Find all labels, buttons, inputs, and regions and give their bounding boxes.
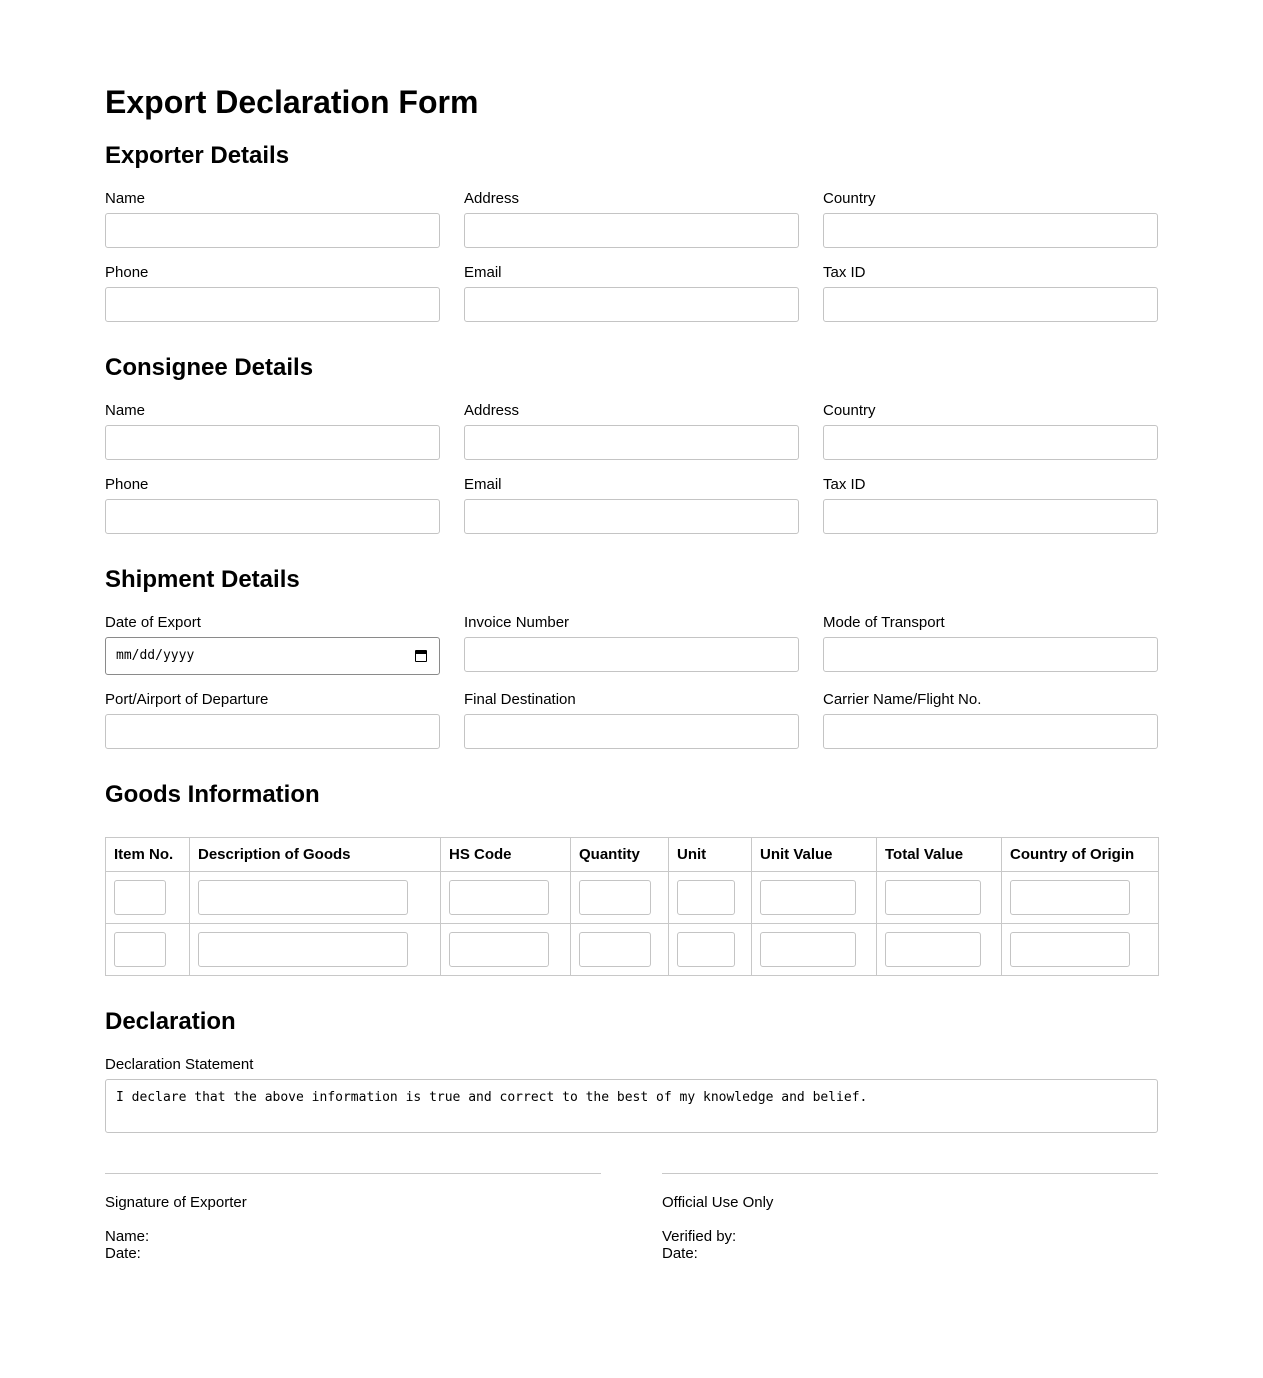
exporter-tax-id-field	[823, 264, 1158, 281]
page-title: Export Declaration Form	[105, 84, 479, 120]
total-value-input[interactable]	[885, 880, 981, 915]
table-cell	[190, 872, 441, 924]
description-input[interactable]	[198, 932, 408, 967]
table-cell	[1002, 924, 1159, 976]
table-cell	[877, 924, 1002, 976]
hs-code-input[interactable]	[449, 932, 549, 967]
column-header-description: Description of Goods	[190, 838, 441, 872]
calendar-icon[interactable]	[415, 650, 427, 662]
item-no-input[interactable]	[114, 932, 166, 967]
table-cell	[571, 872, 669, 924]
field-label: Phone	[105, 264, 149, 281]
exporter-signature-title: Signature of Exporter	[105, 1194, 247, 1211]
verified-by-label: Verified by:	[662, 1228, 737, 1245]
goods-information-heading: Goods Information	[105, 781, 320, 808]
consignee-name-field	[105, 402, 440, 419]
field-label: Carrier Name/Flight No.	[823, 691, 982, 708]
consignee-name-input[interactable]	[105, 425, 440, 460]
exporter-address-field	[464, 190, 799, 207]
table-cell	[1002, 872, 1159, 924]
column-header-quantity: Quantity	[571, 838, 669, 872]
exporter-signature-line	[105, 1173, 601, 1174]
consignee-country-field	[823, 402, 1158, 419]
field-label: Invoice Number	[464, 614, 570, 631]
table-cell	[441, 924, 571, 976]
unit-input[interactable]	[677, 932, 735, 967]
goods-table	[105, 837, 1159, 976]
date-placeholder: mm/dd/yyyy	[116, 648, 195, 663]
column-header-unit: Unit	[669, 838, 752, 872]
exporter-date-label: Date:	[105, 1245, 141, 1262]
mode-of-transport-input[interactable]	[823, 637, 1158, 672]
invoice-number-field	[464, 614, 799, 631]
exporter-details-heading: Exporter Details	[105, 142, 290, 169]
exporter-address-input[interactable]	[464, 213, 799, 248]
consignee-email-input[interactable]	[464, 499, 799, 534]
declaration-statement-text: I declare that the above information is true and correct to the best of my knowledge and belief.	[116, 1090, 868, 1105]
declaration-heading: Declaration	[105, 1008, 236, 1035]
consignee-email-field	[464, 476, 799, 493]
exporter-phone-input[interactable]	[105, 287, 440, 322]
hs-code-input[interactable]	[449, 880, 549, 915]
field-label: Email	[464, 264, 502, 281]
column-header-country-of-origin: Country of Origin	[1002, 838, 1159, 872]
field-label: Address	[464, 402, 520, 419]
consignee-tax-id-input[interactable]	[823, 499, 1158, 534]
table-cell	[669, 924, 752, 976]
table-cell	[190, 924, 441, 976]
quantity-input[interactable]	[579, 880, 651, 915]
table-cell	[752, 872, 877, 924]
table-cell	[106, 872, 190, 924]
exporter-phone-field	[105, 264, 440, 281]
item-no-input[interactable]	[114, 880, 166, 915]
unit-input[interactable]	[677, 880, 735, 915]
field-label: Tax ID	[823, 476, 866, 493]
table-cell	[441, 872, 571, 924]
country-of-origin-input[interactable]	[1010, 880, 1130, 915]
field-label: Mode of Transport	[823, 614, 945, 631]
final-destination-input[interactable]	[464, 714, 799, 749]
total-value-input[interactable]	[885, 932, 981, 967]
field-label: Port/Airport of Departure	[105, 691, 269, 708]
field-label: Email	[464, 476, 502, 493]
port-of-departure-field	[105, 691, 440, 708]
description-input[interactable]	[198, 880, 408, 915]
field-label: Country	[823, 190, 876, 207]
consignee-tax-id-field	[823, 476, 1158, 493]
column-header-unit-value: Unit Value	[752, 838, 877, 872]
field-label: Tax ID	[823, 264, 866, 281]
table-row	[106, 872, 1159, 924]
table-row	[106, 924, 1159, 976]
date-of-export-input[interactable]	[105, 637, 440, 675]
column-header-hs-code: HS Code	[441, 838, 571, 872]
table-cell	[571, 924, 669, 976]
table-cell	[669, 872, 752, 924]
exporter-email-input[interactable]	[464, 287, 799, 322]
unit-value-input[interactable]	[760, 932, 856, 967]
carrier-name-field	[823, 691, 1158, 708]
exporter-name-field	[105, 190, 440, 207]
field-label: Phone	[105, 476, 149, 493]
official-use-title: Official Use Only	[662, 1194, 774, 1211]
carrier-name-input[interactable]	[823, 714, 1158, 749]
exporter-email-field	[464, 264, 799, 281]
unit-value-input[interactable]	[760, 880, 856, 915]
consignee-phone-field	[105, 476, 440, 493]
field-label: Country	[823, 402, 876, 419]
column-header-item-no: Item No.	[106, 838, 190, 872]
field-label: Name	[105, 190, 146, 207]
consignee-details-heading: Consignee Details	[105, 354, 314, 381]
field-label: Name	[105, 402, 146, 419]
exporter-name-input[interactable]	[105, 213, 440, 248]
official-date-label: Date:	[662, 1245, 698, 1262]
mode-of-transport-field	[823, 614, 1158, 631]
table-cell	[752, 924, 877, 976]
field-label: Date of Export	[105, 614, 201, 631]
invoice-number-input[interactable]	[464, 637, 799, 672]
exporter-name-label: Name:	[105, 1228, 150, 1245]
table-cell	[877, 872, 1002, 924]
field-label: Final Destination	[464, 691, 576, 708]
port-of-departure-input[interactable]	[105, 714, 440, 749]
table-header-row	[106, 838, 1159, 872]
field-label: Address	[464, 190, 520, 207]
exporter-country-input[interactable]	[823, 213, 1158, 248]
consignee-phone-input[interactable]	[105, 499, 440, 534]
column-header-total-value: Total Value	[877, 838, 1002, 872]
table-cell	[106, 924, 190, 976]
date-of-export-field	[105, 614, 440, 663]
consignee-address-input[interactable]	[464, 425, 799, 460]
declaration-statement-textarea[interactable]	[105, 1079, 1158, 1133]
consignee-country-input[interactable]	[823, 425, 1158, 460]
shipment-details-heading: Shipment Details	[105, 566, 300, 593]
final-destination-field	[464, 691, 799, 708]
official-signature-line	[662, 1173, 1158, 1174]
exporter-tax-id-input[interactable]	[823, 287, 1158, 322]
consignee-address-field	[464, 402, 799, 419]
declaration-statement-label: Declaration Statement	[105, 1056, 254, 1073]
exporter-country-field	[823, 190, 1158, 207]
quantity-input[interactable]	[579, 932, 651, 967]
country-of-origin-input[interactable]	[1010, 932, 1130, 967]
